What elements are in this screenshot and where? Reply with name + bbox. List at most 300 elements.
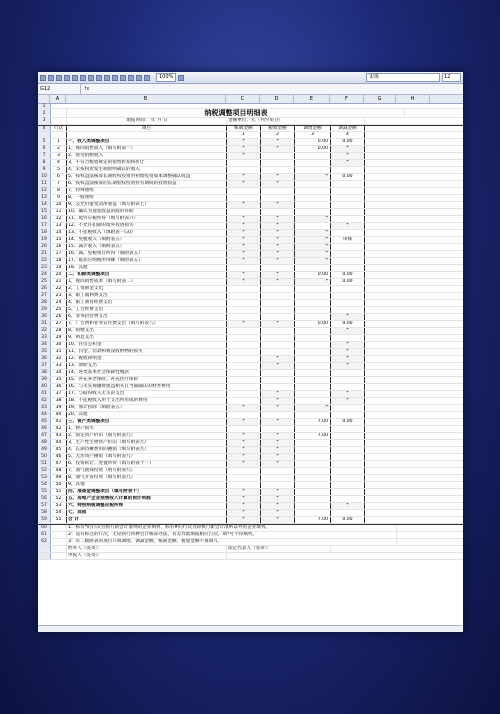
row-header[interactable]: 61 (38, 532, 51, 538)
table-cell[interactable] (331, 293, 365, 299)
table-cell[interactable] (261, 426, 295, 432)
table-cell[interactable]: 44 (51, 440, 67, 446)
table-cell[interactable] (227, 370, 261, 376)
table-cell[interactable] (261, 293, 295, 299)
table-cell[interactable]: * (261, 174, 295, 180)
table-cell[interactable]: 13 (51, 223, 67, 229)
table-cell[interactable]: 47 (51, 461, 67, 467)
font-size-select[interactable]: 12 (442, 73, 461, 82)
item-cell[interactable]: 二、扣除类调整项目 (67, 272, 227, 278)
row-header[interactable]: 56 (38, 496, 51, 502)
table-cell[interactable] (331, 244, 365, 250)
item-cell[interactable]: 7、特殊重组 (67, 188, 227, 194)
item-cell[interactable]: 11、罚金、罚款和被没收财物的损失 (67, 349, 227, 355)
table-cell[interactable]: * (227, 244, 261, 250)
table-cell[interactable]: 7.00 (295, 419, 331, 425)
row-header[interactable]: 53 (38, 475, 51, 481)
row-header[interactable]: 45 (38, 419, 51, 425)
table-cell[interactable] (227, 293, 261, 299)
table-cell[interactable]: * (227, 223, 261, 229)
row-header[interactable]: 5 (38, 139, 51, 145)
row-header[interactable]: 24 (38, 272, 51, 278)
table-cell[interactable]: * (295, 244, 331, 250)
note-text[interactable]: 3：有二级附表的项目只填调增、调减金额，账载金额、税收金额不再填写。 (67, 539, 397, 545)
item-cell[interactable]: 1、视同销售成本（填写附表二） (67, 279, 227, 285)
select-all[interactable] (38, 95, 50, 103)
table-cell[interactable]: 33 (51, 363, 67, 369)
table-cell[interactable]: 45 (51, 447, 67, 453)
table-cell[interactable] (227, 391, 261, 397)
table-cell[interactable]: 55 (51, 517, 67, 523)
table-cell[interactable]: * (261, 356, 295, 362)
table-cell[interactable]: 39 (51, 405, 67, 411)
table-cell[interactable]: 7 (51, 181, 67, 187)
item-cell[interactable]: 9、公允价值变动净收益（填写附表七） (67, 202, 227, 208)
row-header[interactable]: 6 (38, 146, 51, 152)
row-header[interactable]: 36 (38, 356, 51, 362)
col-header[interactable]: A (50, 95, 66, 103)
table-cell[interactable]: 0.00 (295, 139, 331, 145)
table-cell[interactable] (331, 202, 365, 208)
table-cell[interactable]: * (295, 279, 331, 285)
item-cell[interactable]: 4、长期待摊费用的摊销（填写附表九） (67, 447, 227, 453)
table-cell[interactable]: 16 (51, 244, 67, 250)
row-header[interactable]: 58 (38, 510, 51, 516)
col-header[interactable]: E (294, 95, 330, 103)
table-cell[interactable] (331, 447, 365, 453)
table-cell[interactable]: * (227, 202, 261, 208)
item-cell[interactable]: 合 计 (67, 517, 227, 523)
table-cell[interactable]: 4 (51, 160, 67, 166)
item-cell[interactable]: 15、减计收入（填附表五） (67, 244, 227, 250)
row-header[interactable]: 52 (38, 468, 51, 474)
note-text[interactable]: 1：标有*的行次为执行新会计准则的企业填列，标有#的行次为除执行新会计准则以外的企业填列。 (67, 525, 397, 531)
table-cell[interactable]: * (261, 398, 295, 404)
table-cell[interactable]: * (227, 251, 261, 257)
table-cell[interactable]: 37 (51, 391, 67, 397)
table-cell[interactable] (331, 454, 365, 460)
item-cell[interactable]: 5、工会经费支出 (67, 307, 227, 313)
item-cell[interactable]: 6、投资转让、处置所得（填写附表十一） (67, 461, 227, 467)
table-cell[interactable] (295, 370, 331, 376)
col-label-book[interactable]: 账载金额 (227, 126, 261, 131)
table-cell[interactable] (295, 160, 331, 166)
row-header[interactable]: 23 (38, 265, 51, 271)
table-cell[interactable] (295, 167, 331, 173)
table-cell[interactable]: * (261, 244, 295, 250)
table-cell[interactable]: * (261, 363, 295, 369)
table-cell[interactable]: * (227, 321, 261, 327)
item-cell[interactable]: 6、按权益法核算的长期股权投资持有期间的投资损益 (67, 181, 227, 187)
table-cell[interactable]: * (261, 258, 295, 264)
row-header[interactable]: 44 (38, 412, 51, 418)
table-cell[interactable]: * (261, 279, 295, 285)
row-header[interactable]: 11 (38, 181, 51, 187)
table-cell[interactable]: * (261, 489, 295, 495)
col-label-tax[interactable]: 税收金额 (261, 126, 295, 131)
table-cell[interactable]: 22 (51, 286, 67, 292)
row-header[interactable]: 28 (38, 300, 51, 306)
table-cell[interactable]: * (227, 454, 261, 460)
declarant-signature[interactable]: 申报人（签章）： (67, 553, 227, 559)
table-cell[interactable]: 0.00 (295, 272, 331, 278)
table-cell[interactable]: 36 (51, 384, 67, 390)
table-cell[interactable]: * (261, 447, 295, 453)
table-cell[interactable]: * (261, 146, 295, 152)
table-cell[interactable]: * (261, 433, 295, 439)
table-cell[interactable]: 34 (51, 370, 67, 376)
spell-icon[interactable] (80, 75, 86, 81)
item-cell[interactable]: 12、不允许扣除的境外投资损失 (67, 223, 227, 229)
table-cell[interactable] (331, 195, 365, 201)
row-header[interactable]: 22 (38, 258, 51, 264)
table-cell[interactable]: * (261, 216, 295, 222)
item-cell[interactable]: 8、捐赠支出 (67, 328, 227, 334)
font-name-select[interactable]: 宋体 (366, 73, 440, 82)
col-header[interactable]: F (330, 95, 364, 103)
item-cell[interactable]: 13、不征税收入（填附表一[3]） (67, 230, 227, 236)
table-cell[interactable]: * (227, 279, 261, 285)
item-cell[interactable]: 六、特别纳税调整应税所得 (67, 503, 227, 509)
table-cell[interactable] (295, 475, 331, 481)
table-cell[interactable] (261, 307, 295, 313)
table-cell[interactable]: * (295, 216, 331, 222)
table-cell[interactable] (331, 412, 365, 418)
table-cell[interactable] (227, 363, 261, 369)
table-cell[interactable]: * (331, 328, 365, 334)
save-icon[interactable] (56, 75, 62, 81)
table-cell[interactable]: * (261, 440, 295, 446)
item-cell[interactable]: 7、广告费和业务宣传费支出（填写附表八） (67, 321, 227, 327)
table-cell[interactable] (261, 167, 295, 173)
table-cell[interactable]: * (227, 489, 261, 495)
table-cell[interactable]: * (261, 405, 295, 411)
table-cell[interactable]: * (261, 510, 295, 516)
table-cell[interactable]: 28 (51, 328, 67, 334)
table-cell[interactable] (295, 440, 331, 446)
table-cell[interactable]: 7.00 (295, 433, 331, 439)
table-cell[interactable] (261, 314, 295, 320)
table-cell[interactable]: 49 (51, 475, 67, 481)
table-cell[interactable] (295, 195, 331, 201)
table-cell[interactable]: 3 (51, 153, 67, 159)
item-cell[interactable]: 2、固定资产折旧（填写附表九） (67, 433, 227, 439)
table-cell[interactable]: 40 (51, 412, 67, 418)
note-text[interactable]: 2：没有标注的行次，无论执行何种会计核算办法，有差异就填报相应行次，填*号不得填列。 (67, 532, 397, 538)
row-header[interactable]: 49 (38, 447, 51, 453)
table-cell[interactable] (261, 153, 295, 159)
table-cell[interactable]: * (261, 419, 295, 425)
table-cell[interactable] (227, 426, 261, 432)
table-cell[interactable] (261, 370, 295, 376)
table-cell[interactable]: 6 (51, 174, 67, 180)
row-header[interactable]: 50 (38, 454, 51, 460)
table-cell[interactable] (227, 377, 261, 383)
item-cell[interactable]: 14、免税收入（填附表五） (67, 237, 227, 243)
table-cell[interactable] (227, 398, 261, 404)
table-cell[interactable]: * (331, 349, 365, 355)
item-cell[interactable]: 18、其他 (67, 265, 227, 271)
sort-icon[interactable] (136, 75, 142, 81)
table-cell[interactable]: 2 (51, 146, 67, 152)
table-cell[interactable]: * (295, 230, 331, 236)
table-cell[interactable]: * (261, 181, 295, 187)
table-cell[interactable] (331, 468, 365, 474)
table-cell[interactable] (331, 475, 365, 481)
sheet-title[interactable]: 纳税调整项目明细表 (67, 109, 405, 117)
row-header[interactable]: 19 (38, 237, 51, 243)
table-cell[interactable]: * (261, 223, 295, 229)
table-cell[interactable]: 21 (51, 279, 67, 285)
table-cell[interactable] (261, 335, 295, 341)
table-cell[interactable] (295, 286, 331, 292)
table-cell[interactable] (331, 230, 365, 236)
table-cell[interactable]: * (331, 314, 365, 320)
row-header[interactable]: 35 (38, 349, 51, 355)
item-cell[interactable]: 10、住房公积金 (67, 342, 227, 348)
table-cell[interactable] (227, 384, 261, 390)
table-cell[interactable]: 17 (51, 251, 67, 257)
table-cell[interactable] (261, 475, 295, 481)
row-header[interactable]: 43 (38, 405, 51, 411)
table-cell[interactable]: 18 (51, 258, 67, 264)
table-cell[interactable]: 48 (51, 468, 67, 474)
row-header[interactable]: 9 (38, 167, 51, 173)
item-cell[interactable]: 五、房地产企业预售收入计算的预计利润 (67, 496, 227, 502)
table-cell[interactable] (295, 335, 331, 341)
name-box[interactable]: G12 (38, 84, 81, 94)
table-cell[interactable] (295, 489, 331, 495)
table-cell[interactable] (331, 377, 365, 383)
paste-icon[interactable] (104, 75, 110, 81)
table-cell[interactable] (295, 503, 331, 509)
item-cell[interactable]: 16、与未实现融资收益相关在当期确认的财务费用 (67, 384, 227, 390)
row-header[interactable]: 18 (38, 230, 51, 236)
item-cell[interactable]: 17、与取得收入无关的支出 (67, 391, 227, 397)
table-cell[interactable] (261, 328, 295, 334)
table-cell[interactable]: 24 (51, 300, 67, 306)
table-cell[interactable]: * (227, 447, 261, 453)
row-header[interactable]: 14 (38, 202, 51, 208)
table-cell[interactable]: * (227, 272, 261, 278)
table-cell[interactable]: 31 (51, 349, 67, 355)
table-cell[interactable]: 51 (51, 489, 67, 495)
item-cell[interactable]: 4、未按权责发生制原则确认的收入 (67, 167, 227, 173)
col-label-decrease[interactable]: 调减金额 (331, 126, 365, 131)
table-cell[interactable]: 10 (51, 202, 67, 208)
table-cell[interactable] (261, 195, 295, 201)
table-cell[interactable]: 46 (51, 454, 67, 460)
table-cell[interactable] (261, 342, 295, 348)
table-cell[interactable] (331, 286, 365, 292)
item-cell[interactable]: 9、利息支出 (67, 335, 227, 341)
table-cell[interactable] (295, 223, 331, 229)
item-cell[interactable]: 16、减、免税项目所得（填附表五） (67, 251, 227, 257)
table-cell[interactable] (295, 447, 331, 453)
table-cell[interactable]: * (227, 440, 261, 446)
table-cell[interactable] (295, 510, 331, 516)
table-cell[interactable] (261, 286, 295, 292)
row-header[interactable]: 37 (38, 363, 51, 369)
table-cell[interactable]: * (261, 251, 295, 257)
fx-icon[interactable]: fx (84, 86, 90, 92)
table-cell[interactable]: * (227, 258, 261, 264)
amount-unit[interactable]: 金额单位：元（列至角分） (227, 118, 365, 124)
table-cell[interactable] (331, 461, 365, 467)
table-cell[interactable]: 11 (51, 209, 67, 215)
row-header[interactable]: 21 (38, 251, 51, 257)
table-cell[interactable]: 26 (51, 314, 67, 320)
col-header[interactable]: B (66, 95, 226, 103)
table-cell[interactable]: 7.00 (295, 517, 331, 523)
table-cell[interactable]: * (331, 503, 365, 509)
item-cell[interactable]: 19、加计扣除（填附表五） (67, 405, 227, 411)
table-cell[interactable] (295, 314, 331, 320)
table-cell[interactable] (227, 160, 261, 166)
table-cell[interactable] (331, 370, 365, 376)
row-header[interactable]: 41 (38, 391, 51, 397)
table-cell[interactable]: 32 (51, 356, 67, 362)
table-cell[interactable] (295, 153, 331, 159)
table-cell[interactable]: * (227, 153, 261, 159)
item-cell[interactable]: 11、境外应税所得（填写附表六） (67, 216, 227, 222)
table-cell[interactable] (261, 412, 295, 418)
handler-signature[interactable]: 经办人（签章）： (67, 546, 227, 552)
table-cell[interactable] (331, 440, 365, 446)
new-icon[interactable] (40, 75, 46, 81)
item-cell[interactable]: 7、油气勘探投资（填写附表九） (67, 468, 227, 474)
table-cell[interactable] (295, 461, 331, 467)
table-cell[interactable] (331, 265, 365, 271)
col-header[interactable]: C (226, 95, 260, 103)
table-cell[interactable] (227, 195, 261, 201)
table-cell[interactable] (331, 384, 365, 390)
table-cell[interactable] (331, 251, 365, 257)
row-header[interactable]: 34 (38, 342, 51, 348)
table-cell[interactable]: * (227, 230, 261, 236)
row-header[interactable]: 57 (38, 503, 51, 509)
table-cell[interactable] (295, 482, 331, 488)
table-cell[interactable] (227, 307, 261, 313)
table-cell[interactable] (331, 405, 365, 411)
table-cell[interactable]: * (331, 160, 365, 166)
table-cell[interactable]: * (227, 510, 261, 516)
table-cell[interactable]: 8 (51, 188, 67, 194)
table-cell[interactable] (331, 510, 365, 516)
row-header[interactable]: 29 (38, 307, 51, 313)
table-cell[interactable]: * (295, 405, 331, 411)
row-header[interactable]: 38 (38, 370, 51, 376)
table-cell[interactable]: 43 (51, 433, 67, 439)
table-cell[interactable] (331, 167, 365, 173)
row-header[interactable]: 17 (38, 223, 51, 229)
table-cell[interactable] (227, 286, 261, 292)
table-cell[interactable]: 23 (51, 293, 67, 299)
table-cell[interactable] (227, 349, 261, 355)
table-cell[interactable]: * (227, 216, 261, 222)
item-cell[interactable]: 15、补充养老保险、补充医疗保险 (67, 377, 227, 383)
table-cell[interactable]: 0.00 (331, 174, 365, 180)
table-cell[interactable] (261, 384, 295, 390)
sum-icon[interactable] (128, 75, 134, 81)
table-cell[interactable] (331, 433, 365, 439)
table-cell[interactable]: * (331, 342, 365, 348)
fill-date[interactable]: 填报时间： 年 月 日 (67, 118, 227, 124)
table-cell[interactable]: 0.00 (331, 321, 365, 327)
table-cell[interactable]: * (227, 496, 261, 502)
table-cell[interactable]: * (261, 496, 295, 502)
table-cell[interactable] (331, 216, 365, 222)
table-cell[interactable]: 0.00 (331, 139, 365, 145)
item-cell[interactable]: 1、财产损失 (67, 426, 227, 432)
table-cell[interactable]: * (261, 321, 295, 327)
table-cell[interactable] (227, 482, 261, 488)
table-cell[interactable] (261, 160, 295, 166)
help-icon[interactable] (178, 75, 184, 81)
table-cell[interactable] (295, 342, 331, 348)
table-cell[interactable] (227, 475, 261, 481)
table-cell[interactable] (295, 398, 331, 404)
table-cell[interactable] (295, 426, 331, 432)
copy-icon[interactable] (96, 75, 102, 81)
row-header[interactable]: 16 (38, 216, 51, 222)
table-cell[interactable]: * (261, 230, 295, 236)
table-cell[interactable]: * (331, 146, 365, 152)
table-cell[interactable]: * (261, 202, 295, 208)
table-cell[interactable]: 20 (51, 272, 67, 278)
table-cell[interactable] (227, 468, 261, 474)
open-icon[interactable] (48, 75, 54, 81)
item-cell[interactable]: 2、接受捐赠收入 (67, 153, 227, 159)
item-cell[interactable]: 20、其他 (67, 412, 227, 418)
table-cell[interactable] (331, 209, 365, 215)
table-cell[interactable]: 0.00 (331, 517, 365, 523)
table-cell[interactable]: 14 (51, 230, 67, 236)
table-cell[interactable]: 29 (51, 335, 67, 341)
table-cell[interactable] (227, 209, 261, 215)
table-cell[interactable] (227, 335, 261, 341)
table-cell[interactable]: * (261, 517, 295, 523)
table-cell[interactable] (261, 468, 295, 474)
table-cell[interactable] (261, 482, 295, 488)
table-cell[interactable]: * (331, 223, 365, 229)
col-header[interactable]: H (396, 95, 430, 103)
table-cell[interactable] (295, 391, 331, 397)
row-header[interactable]: 26 (38, 286, 51, 292)
zoom-select[interactable]: 100% (156, 73, 176, 82)
table-cell[interactable]: * (227, 174, 261, 180)
table-cell[interactable]: * (227, 181, 261, 187)
table-cell[interactable] (331, 426, 365, 432)
table-cell[interactable] (331, 335, 365, 341)
table-cell[interactable] (261, 265, 295, 271)
table-cell[interactable] (295, 265, 331, 271)
table-cell[interactable]: * (227, 237, 261, 243)
table-cell[interactable] (295, 181, 331, 187)
item-cell[interactable]: 8、一般重组 (67, 195, 227, 201)
redo-icon[interactable] (120, 75, 126, 81)
row-header[interactable]: 12 (38, 188, 51, 194)
row-header[interactable]: 47 (38, 433, 51, 439)
item-cell[interactable]: 七、其他 (67, 510, 227, 516)
item-cell[interactable]: 6、业务招待费支出 (67, 314, 227, 320)
table-cell[interactable]: 27 (51, 321, 67, 327)
table-cell[interactable]: * (331, 153, 365, 159)
table-cell[interactable]: * (295, 237, 331, 243)
table-cell[interactable]: * (227, 146, 261, 152)
table-cell[interactable] (331, 181, 365, 187)
table-cell[interactable] (331, 482, 365, 488)
